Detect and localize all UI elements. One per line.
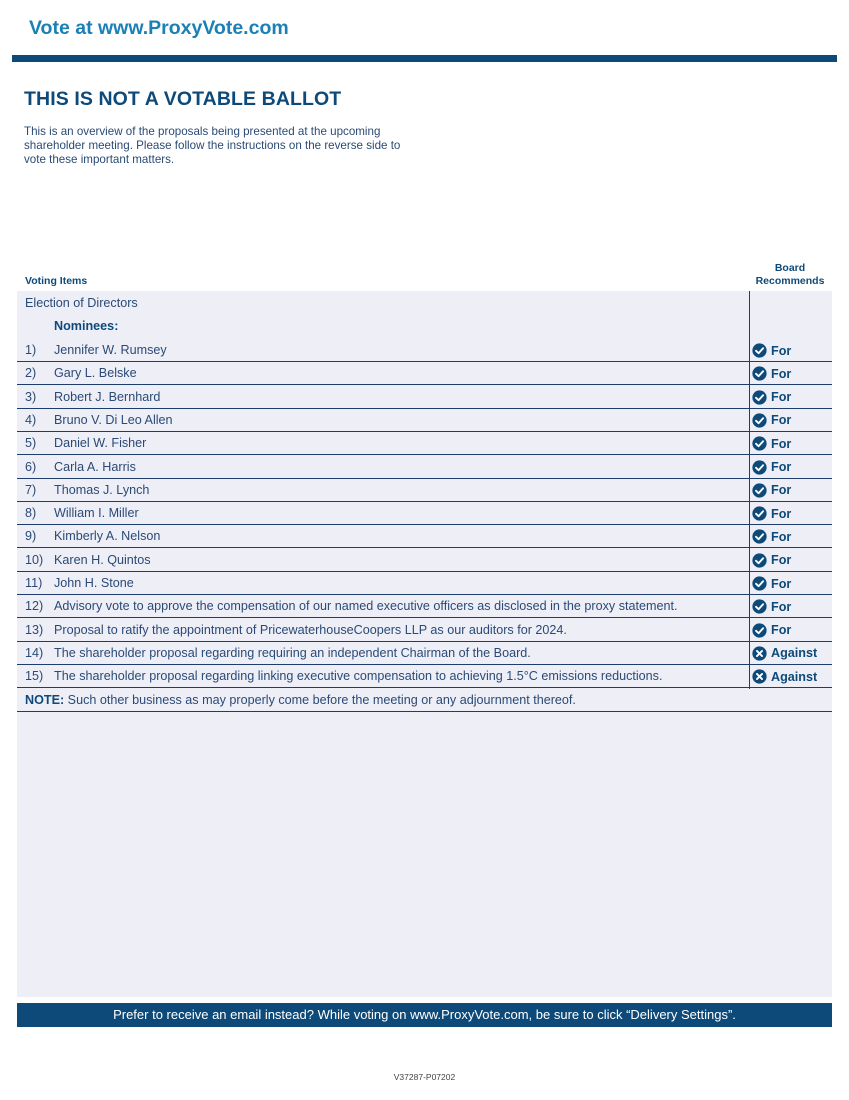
board-recommendation — [752, 622, 791, 639]
site-header: Vote at www.ProxyVote.com — [29, 17, 289, 39]
check-circle-icon — [752, 506, 771, 521]
check-circle-icon — [752, 553, 771, 568]
voting-item-row — [17, 665, 832, 688]
board-recommendation — [752, 598, 791, 615]
recommendation-label: For — [771, 506, 792, 521]
board-recommends-heading — [748, 262, 832, 287]
board-recommendation — [752, 459, 791, 476]
item-text: Karen H. Quintos — [54, 552, 151, 567]
recommendation-label: For — [771, 343, 792, 358]
item-text: Carla A. Harris — [54, 459, 136, 474]
note-row — [17, 689, 832, 712]
recommendation-label: For — [771, 413, 792, 428]
header-rule — [12, 55, 837, 62]
item-number: 14) — [25, 645, 44, 660]
item-number: 11) — [25, 576, 43, 590]
board-heading-line1: Board — [774, 262, 806, 274]
check-circle-icon — [752, 390, 771, 405]
x-circle-icon — [752, 669, 771, 684]
election-row — [17, 292, 832, 315]
document-code: V37287-P07202 — [393, 1072, 456, 1082]
recommendation-label: Against — [771, 646, 818, 661]
recommendation-label: For — [771, 436, 792, 451]
check-circle-icon — [752, 460, 771, 475]
item-number: 15) — [25, 669, 44, 684]
item-number: 7) — [25, 482, 37, 497]
item-number: 6) — [25, 459, 37, 474]
item-text: John H. Stone — [54, 576, 134, 590]
recommendation-label: For — [771, 460, 792, 474]
voting-item-row — [17, 339, 832, 362]
recommendation-label: For — [771, 623, 792, 638]
item-number: 10) — [25, 552, 44, 567]
check-circle-icon — [752, 483, 771, 498]
x-circle-icon — [752, 646, 771, 661]
item-text: Jennifer W. Rumsey — [54, 343, 167, 357]
recommendation-label: For — [771, 483, 792, 498]
check-circle-icon — [752, 343, 771, 358]
recommendation-label: For — [771, 529, 792, 544]
election-label: Election of Directors — [25, 296, 138, 310]
recommendation-label: For — [771, 553, 792, 568]
item-number: 9) — [25, 529, 37, 544]
voting-item-row — [17, 595, 832, 618]
board-recommendation — [752, 365, 791, 382]
board-recommendation — [752, 575, 791, 592]
check-circle-icon — [752, 366, 771, 381]
item-number: 13) — [25, 622, 44, 637]
item-number: 3) — [25, 389, 37, 404]
voting-item-row — [17, 386, 832, 409]
item-text: Gary L. Belske — [54, 366, 137, 381]
voting-item-row — [17, 572, 832, 595]
item-text: The shareholder proposal regarding requiring an independent Chairman of the Board. — [54, 645, 531, 660]
item-text: Robert J. Bernhard — [54, 389, 161, 404]
check-circle-icon — [752, 576, 771, 591]
item-text: Kimberly A. Nelson — [54, 529, 161, 544]
board-recommendation — [752, 668, 817, 685]
board-recommendation — [752, 482, 791, 499]
voting-items-heading: Voting Items — [25, 275, 88, 287]
board-recommendation — [752, 435, 791, 452]
board-heading-line2: Recommends — [755, 274, 825, 287]
voting-item-row — [17, 525, 832, 548]
check-circle-icon — [752, 529, 771, 544]
intro-text: This is an overview of the proposals being presented at the upcoming shareholder meeting. Please follow the instructions on the reverse side to vote these important matters. — [24, 125, 401, 166]
voting-item-row — [17, 456, 832, 479]
item-text: Bruno V. Di Leo Allen — [54, 412, 173, 427]
page-title: THIS IS NOT A VOTABLE BALLOT — [24, 88, 342, 110]
item-number: 1) — [25, 343, 37, 357]
item-text: William I. Miller — [54, 506, 139, 521]
voting-item-row — [17, 502, 832, 525]
item-number: 4) — [25, 412, 37, 427]
item-text: The shareholder proposal regarding linking executive compensation to achieving 1.5°C emissions reductions. — [54, 669, 663, 684]
item-number: 5) — [25, 436, 37, 451]
recommendation-label: For — [771, 366, 792, 381]
voting-item-row — [17, 362, 832, 385]
item-number: 12) — [25, 599, 44, 614]
board-recommendation — [752, 505, 791, 522]
board-recommendation — [752, 389, 791, 406]
item-text: Thomas J. Lynch — [54, 482, 150, 497]
voting-item-row — [17, 409, 832, 432]
nominees-row — [17, 315, 832, 338]
note-text: Such other business as may properly come before the meeting or any adjournment thereof. — [64, 693, 576, 707]
recommendation-label: Against — [771, 669, 818, 684]
board-recommendation — [752, 645, 817, 662]
recommendation-label: For — [771, 576, 792, 591]
item-text: Proposal to ratify the appointment of PricewaterhouseCoopers LLP as our auditors for 2024. — [54, 622, 567, 637]
voting-item-row — [17, 619, 832, 642]
item-number: 2) — [25, 366, 37, 381]
check-circle-icon — [752, 413, 771, 428]
note-label: NOTE: — [25, 693, 65, 707]
item-text: Advisory vote to approve the compensation of our named executive officers as disclosed in the proxy statement. — [54, 599, 678, 614]
board-recommendation — [752, 412, 791, 429]
nominees-label: Nominees: — [54, 319, 119, 333]
voting-item-row — [17, 549, 832, 572]
board-recommendation — [752, 528, 791, 545]
board-recommendation — [752, 342, 791, 359]
voting-item-row — [17, 642, 832, 665]
voting-item-row — [17, 479, 832, 502]
recommendation-label: For — [771, 599, 792, 614]
item-number: 8) — [25, 506, 37, 521]
check-circle-icon — [752, 623, 771, 638]
check-circle-icon — [752, 436, 771, 451]
recommendation-label: For — [771, 390, 792, 405]
board-recommendation — [752, 552, 791, 569]
voting-item-row — [17, 432, 832, 455]
check-circle-icon — [752, 599, 771, 614]
delivery-settings-footer: Prefer to receive an email instead? While voting on www.ProxyVote.com, be sure to click “Delivery Settings”. — [17, 1003, 832, 1027]
item-text: Daniel W. Fisher — [54, 436, 147, 451]
